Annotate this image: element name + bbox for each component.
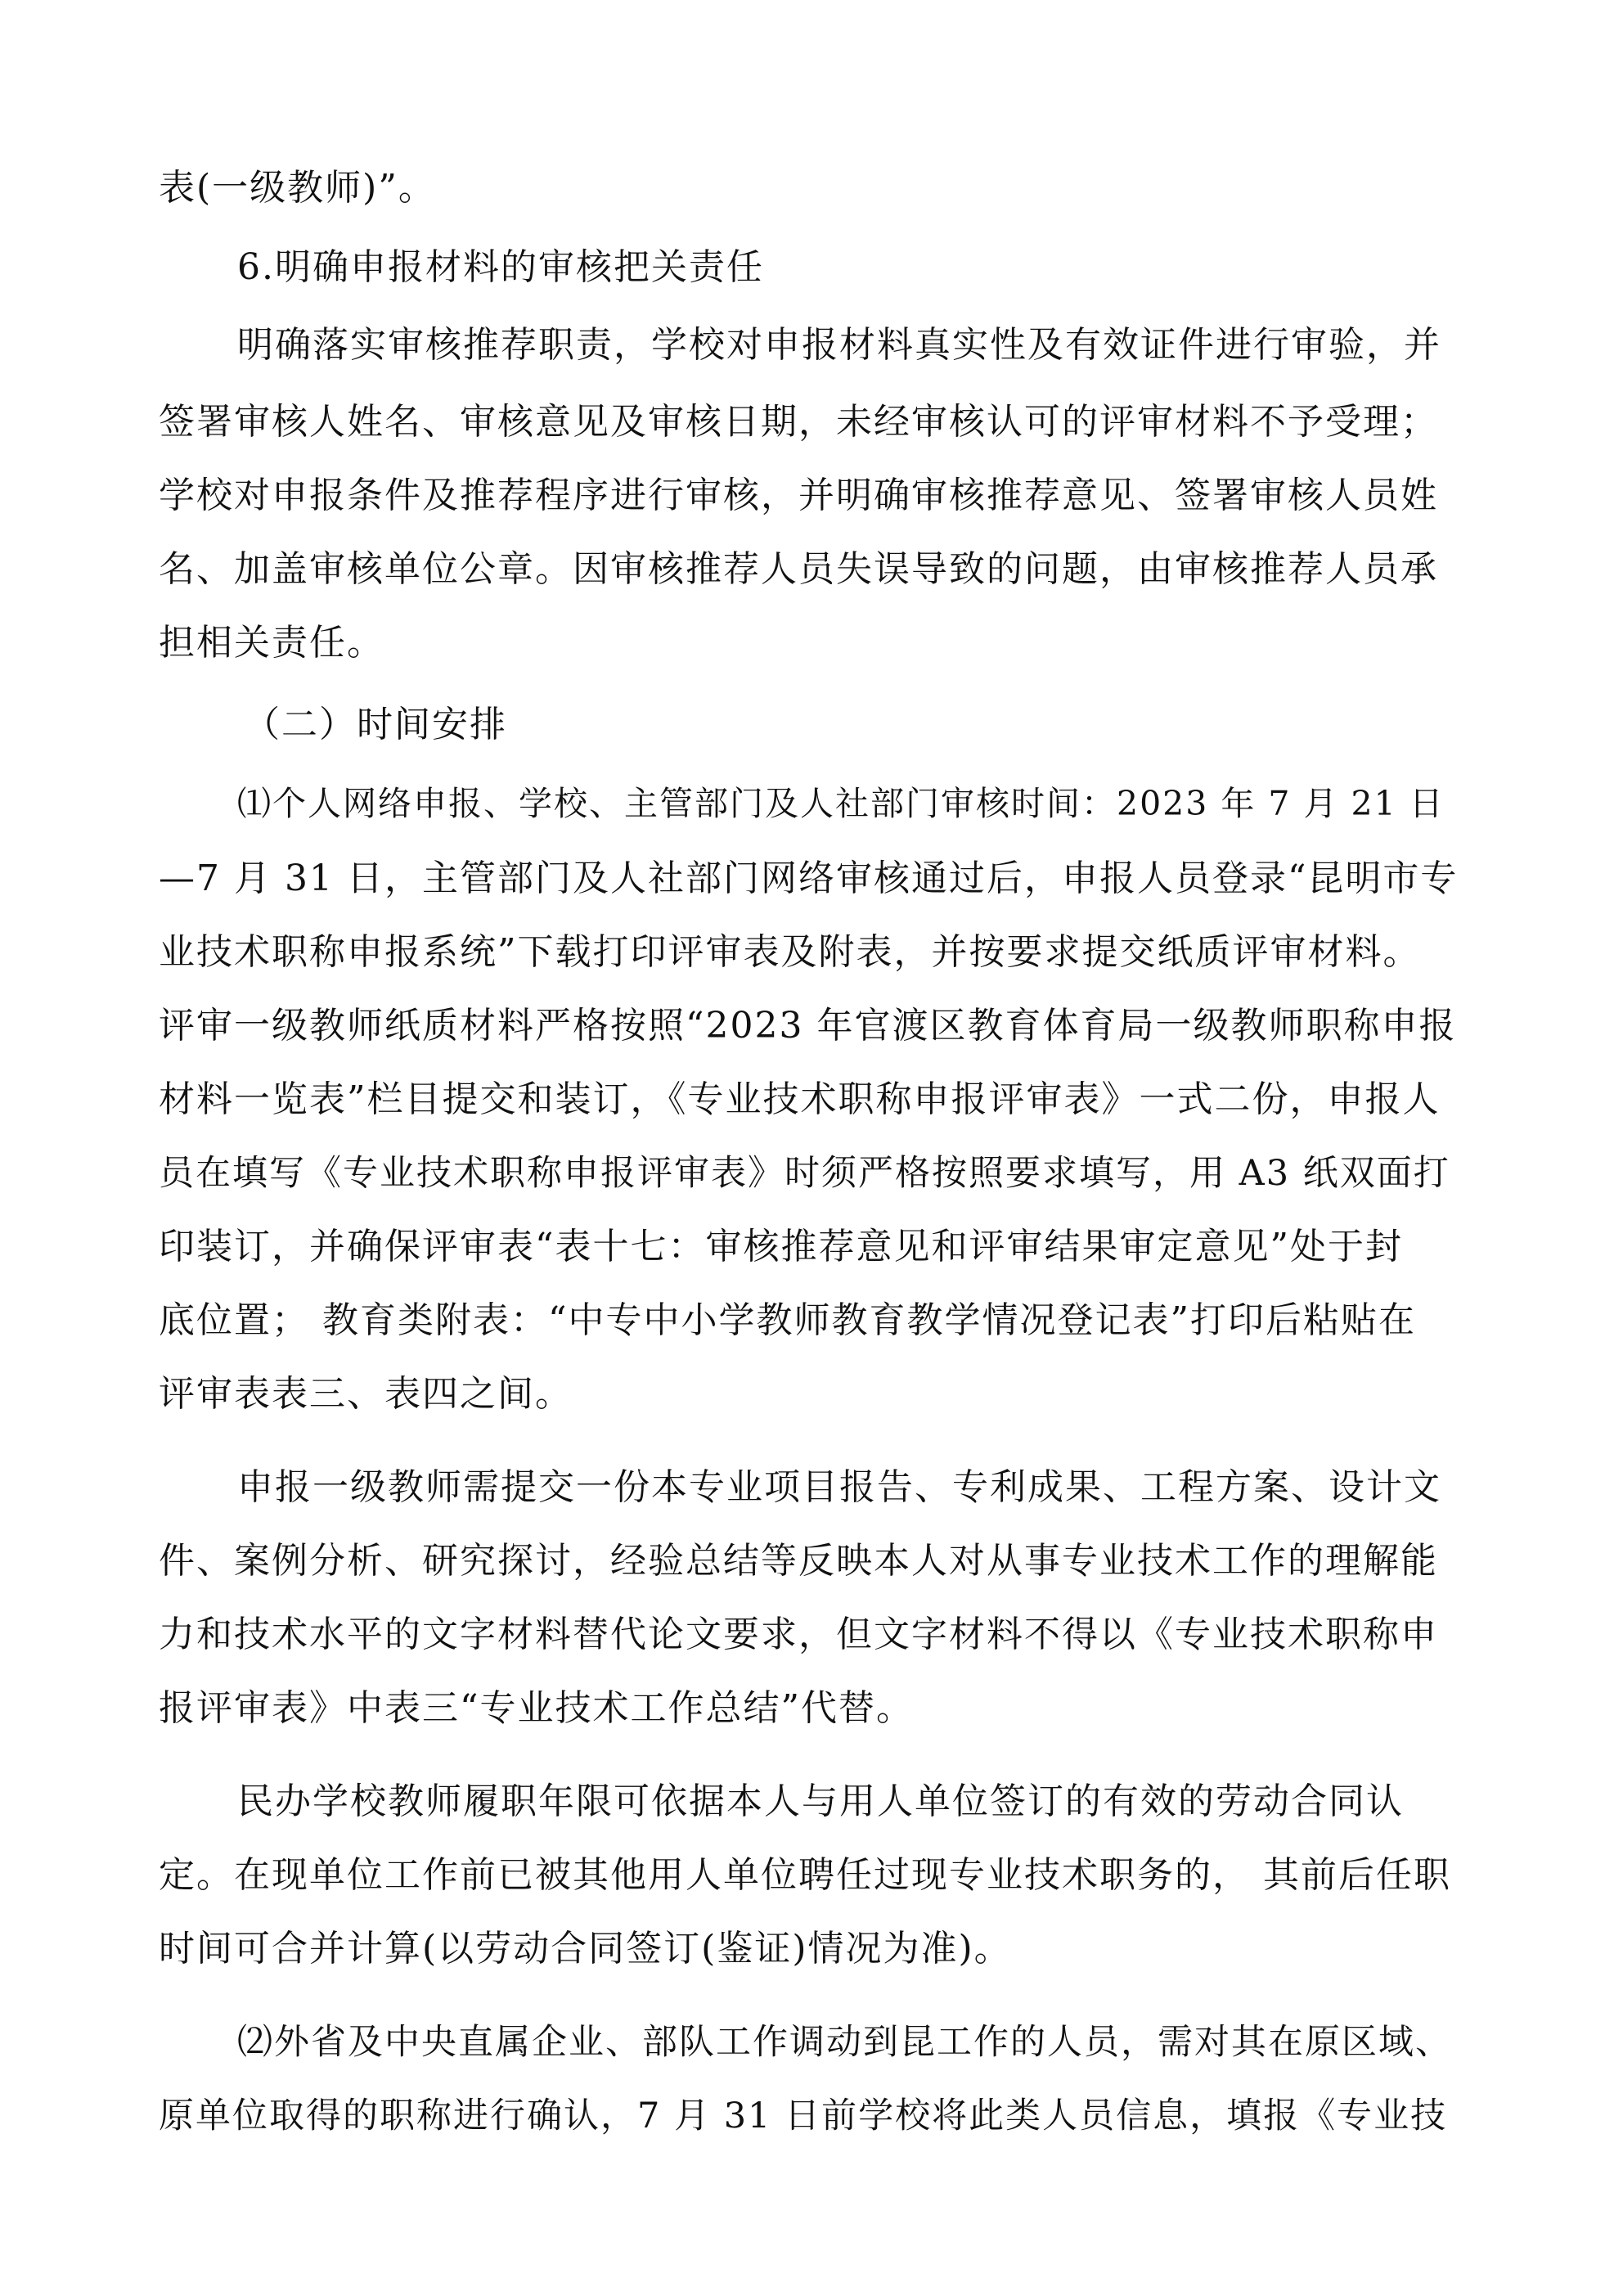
- paragraph-line: 定。在现单位工作前已被其他用人单位聘任过现专业技术职务的， 其前后任职: [159, 1854, 1451, 1896]
- paragraph-line: 员在填写《专业技术职称申报评审表》时须严格按照要求填写，用 A3 纸双面打: [159, 1153, 1450, 1194]
- paragraph-line: 评审一级教师纸质材料严格按照“2023 年官渡区教育体育局一级教师职称申报: [159, 1005, 1457, 1047]
- paragraph-line: 签署审核人姓名、审核意见及审核日期，未经审核认可的评审材料不予受理；: [159, 401, 1438, 443]
- paragraph-line: 业技术职称申报系统”下载打印评审表及附表，并按要求提交纸质评审材料。: [159, 931, 1421, 973]
- paragraph-line: 申报一级教师需提交一份本专业项目报告、专利成果、工程方案、设计文: [237, 1466, 1441, 1508]
- section-heading: 6.明确申报材料的审核把关责任: [237, 246, 764, 288]
- paragraph-line: 评审表表三、表四之间。: [159, 1373, 573, 1415]
- paragraph-line: 力和技术水平的文字材料替代论文要求，但文字材料不得以《专业技术职称申: [159, 1614, 1438, 1655]
- paragraph-line: 民办学校教师履职年限可依据本人与用人单位签订的有效的劳动合同认: [237, 1781, 1404, 1822]
- paragraph-line: 原单位取得的职称进行确认，7 月 31 日前学校将此类人员信息，填报《专业技: [159, 2096, 1448, 2136]
- paragraph-line: 印装订，并确保评审表“表十七：审核推荐意见和评审结果审定意见”处于封: [159, 1226, 1403, 1267]
- paragraph-line: 名、加盖审核单位公章。因审核推荐人员失误导致的问题，由审核推荐人员承: [159, 548, 1438, 590]
- paragraph-line: 件、案例分析、研究探讨，经验总结等反映本人对从事专业技术工作的理解能: [159, 1540, 1438, 1582]
- subsection-heading: （二）时间安排: [244, 704, 507, 745]
- paragraph-line: 担相关责任。: [159, 622, 384, 664]
- text-line: 表(一级教师)”。: [159, 167, 436, 209]
- paragraph-line: ⑵外省及中央直属企业、部队工作调动到昆工作的人员，需对其在原区域、: [237, 2022, 1452, 2063]
- paragraph-line: ⑴个人网络申报、学校、主管部门及人社部门审核时间：2023 年 7 月 21 日: [237, 784, 1445, 823]
- paragraph-line: 明确落实审核推荐职责，学校对申报材料真实性及有效证件进行审验，并: [237, 324, 1441, 366]
- paragraph-line: 材料一览表”栏目提交和装订，《专业技术职称申报评审表》一式二份，申报人: [159, 1078, 1441, 1120]
- paragraph-line: 报评审表》中表三“专业技术工作总结”代替。: [159, 1687, 914, 1729]
- paragraph-line: 时间可合并计算(以劳动合同签订(鉴证)情况为准)。: [159, 1928, 1012, 1970]
- paragraph-line: —7 月 31 日，主管部门及人社部门网络审核通过后，申报人员登录“昆明市专: [159, 858, 1459, 899]
- paragraph-line: 底位置； 教育类附表：“中专中小学教师教育教学情况登记表”打印后粘贴在: [159, 1299, 1416, 1341]
- paragraph-line: 学校对申报条件及推荐程序进行审核，并明确审核推荐意见、签署审核人员姓: [159, 475, 1438, 516]
